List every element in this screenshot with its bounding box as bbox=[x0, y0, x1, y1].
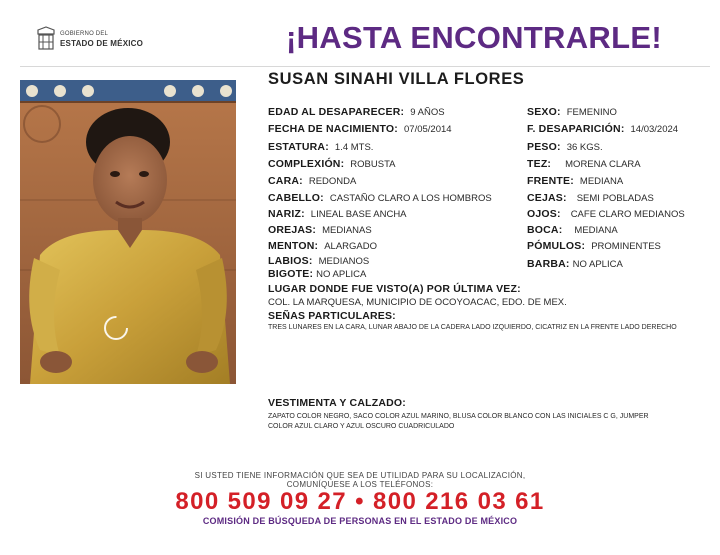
field-value: ALARGADO bbox=[324, 241, 378, 252]
field-value: SEMI POBLADAS bbox=[576, 193, 654, 204]
info-note-line-1: SI USTED TIENE INFORMACIÓN QUE SEA DE UTILIDAD PARA SU LOCALIZACIÓN, bbox=[194, 471, 526, 480]
field-label: OJOS: bbox=[527, 208, 561, 220]
field-ojos bbox=[527, 208, 685, 221]
field-value: CAFE CLARO MEDIANOS bbox=[570, 209, 685, 220]
field-boca bbox=[527, 224, 618, 237]
field-label: PÓMULOS: bbox=[527, 240, 586, 252]
clothing-line-1: ZAPATO COLOR NEGRO, SACO COLOR AZUL MARINO, BLUSA COLOR BLANCO CON LAS INICIALES C G, JUMPER bbox=[268, 413, 649, 420]
commission-name: COMISIÓN DE BÚSQUEDA DE PERSONAS EN EL ESTADO DE MÉXICO bbox=[202, 516, 518, 526]
field-nariz bbox=[268, 208, 407, 221]
field-value: PROMINENTES bbox=[591, 241, 661, 252]
field-barba bbox=[527, 258, 623, 271]
person-name: SUSAN SINAHI VILLA FLORES bbox=[268, 70, 525, 88]
field-label: F. DESAPARICIÓN: bbox=[527, 123, 625, 135]
field-pomulos bbox=[527, 240, 661, 253]
field-value: 36 KGS. bbox=[566, 142, 603, 153]
field-nacimiento bbox=[268, 123, 452, 136]
last-seen-label: LUGAR DONDE FUE VISTO(A) POR ÚLTIMA VEZ: bbox=[268, 283, 521, 295]
field-frente bbox=[527, 175, 623, 188]
field-label: SEXO: bbox=[527, 106, 561, 118]
field-value: REDONDA bbox=[308, 176, 357, 187]
field-labios bbox=[268, 255, 369, 268]
field-value: LINEAL BASE ANCHA bbox=[310, 209, 407, 220]
state-emblem-icon bbox=[36, 26, 56, 52]
field-label: OREJAS: bbox=[268, 224, 317, 236]
field-label: BOCA: bbox=[527, 224, 563, 236]
last-seen-value: COL. LA MARQUESA, MUNICIPIO DE OCOYOACAC, EDO. DE MEX. bbox=[268, 297, 567, 308]
field-label: PESO: bbox=[527, 141, 561, 153]
field-label: MENTON: bbox=[268, 240, 319, 252]
field-label: TEZ: bbox=[527, 158, 552, 170]
field-cabello bbox=[268, 192, 492, 205]
field-label: NARIZ: bbox=[268, 208, 305, 220]
field-label: FRENTE: bbox=[527, 175, 574, 187]
marks-label: SEÑAS PARTICULARES: bbox=[268, 310, 396, 322]
field-value: ROBUSTA bbox=[350, 159, 396, 170]
field-label: CABELLO: bbox=[268, 192, 324, 204]
field-label: COMPLEXIÓN: bbox=[268, 158, 345, 170]
marks-value: TRES LUNARES EN LA CARA, LUNAR ABAJO DE LA CADERA LADO IZQUIERDO, CICATRIZ EN LA FRENTE LADO DERECHO bbox=[268, 324, 677, 331]
header-divider bbox=[20, 66, 710, 67]
field-value: NO APLICA bbox=[316, 269, 367, 280]
field-label: CARA: bbox=[268, 175, 303, 187]
field-label: LABIOS: bbox=[268, 255, 313, 267]
field-peso bbox=[527, 141, 603, 154]
field-value: MORENA CLARA bbox=[565, 159, 641, 170]
field-desaparicion bbox=[527, 123, 678, 136]
field-cara bbox=[268, 175, 356, 188]
logo-line-2: ESTADO DE MÉXICO bbox=[60, 39, 144, 48]
field-value: MEDIANA bbox=[574, 225, 618, 236]
field-value: MEDIANA bbox=[579, 176, 624, 187]
field-value: 07/05/2014 bbox=[404, 124, 452, 135]
field-label: CEJAS: bbox=[527, 192, 567, 204]
field-value: MEDIANAS bbox=[322, 225, 372, 236]
poster-headline: ¡HASTA ENCONTRARLE! bbox=[286, 20, 662, 55]
field-bigote bbox=[268, 268, 366, 281]
field-estatura bbox=[268, 141, 373, 154]
field-label: ESTATURA: bbox=[268, 141, 329, 153]
field-value: 1.4 MTS. bbox=[334, 142, 374, 153]
field-value: NO APLICA bbox=[572, 259, 623, 270]
clothing-label: VESTIMENTA Y CALZADO: bbox=[268, 397, 406, 409]
field-sexo bbox=[527, 106, 617, 119]
field-orejas bbox=[268, 224, 372, 237]
field-value: CASTAÑO CLARO A LOS HOMBROS bbox=[329, 193, 492, 204]
field-label: EDAD AL DESAPARECER: bbox=[268, 106, 405, 118]
field-label: FECHA DE NACIMIENTO: bbox=[268, 123, 398, 135]
field-complexion bbox=[268, 158, 396, 171]
phone-numbers[interactable]: 800 509 09 27 • 800 216 03 61 bbox=[175, 488, 545, 515]
field-cejas bbox=[527, 192, 654, 205]
field-label: BIGOTE: bbox=[268, 268, 314, 280]
government-logo bbox=[36, 26, 143, 52]
field-menton bbox=[268, 240, 377, 253]
logo-line-1: GOBIERNO DEL bbox=[60, 31, 109, 37]
person-photo bbox=[20, 80, 236, 384]
field-value: MEDIANOS bbox=[318, 256, 370, 267]
field-tez bbox=[527, 158, 641, 171]
field-value: 14/03/2024 bbox=[630, 124, 679, 135]
field-value: 9 AÑOS bbox=[410, 107, 445, 118]
field-edad bbox=[268, 106, 445, 119]
field-value: FEMENINO bbox=[566, 107, 617, 118]
info-note-line-2: COMUNÍQUESE A LOS TELÉFONOS: bbox=[286, 480, 434, 489]
clothing-line-2: COLOR AZUL CLARO Y AZUL OSCURO CUADRICULADO bbox=[268, 423, 455, 430]
field-label: BARBA: bbox=[527, 258, 570, 270]
